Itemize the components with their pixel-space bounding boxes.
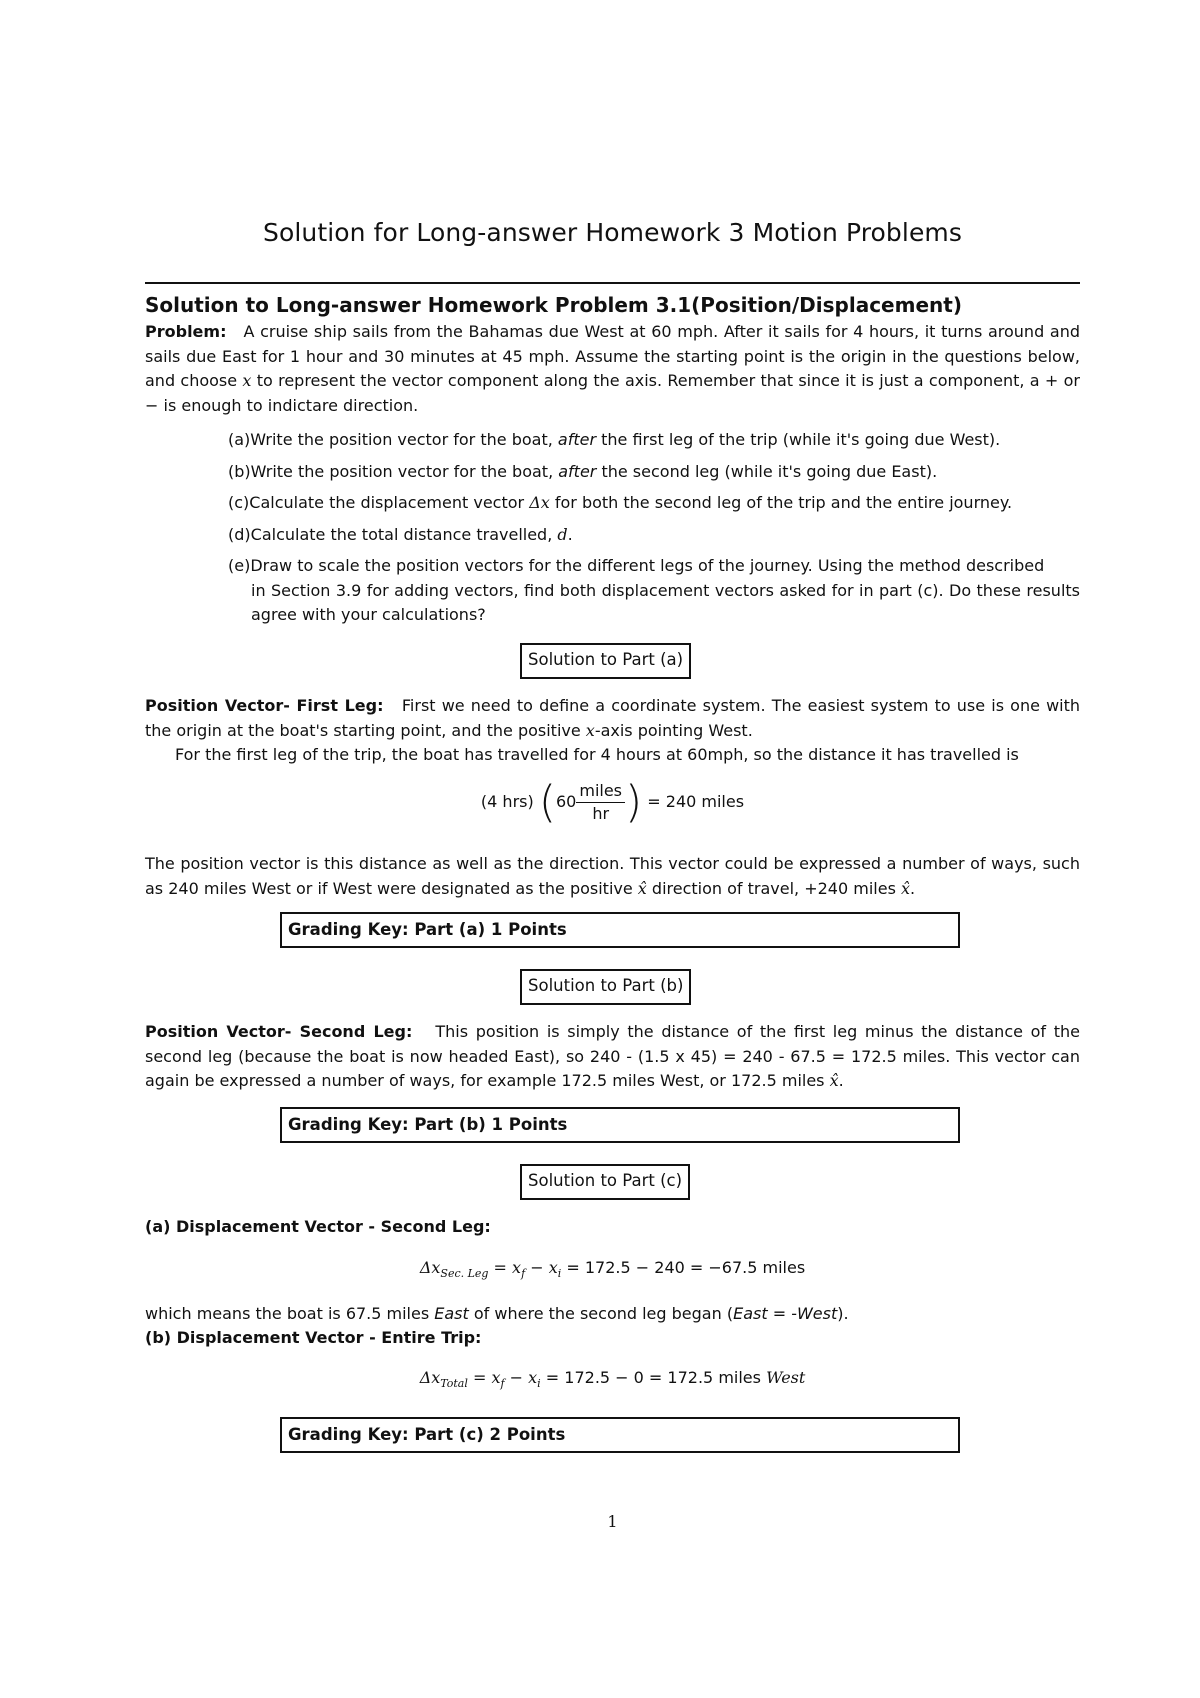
- part-c-text-3: = -: [767, 1304, 797, 1323]
- eq-numerator: miles: [576, 780, 625, 803]
- question-a-post: the first leg of the trip (while it's going due West).: [596, 430, 1001, 449]
- grading-key-b: Grading Key: Part (b) 1 Points: [280, 1107, 960, 1143]
- displacement-equation-2: [145, 1368, 1080, 1390]
- eq-fraction: [576, 780, 625, 825]
- part-a-x: x: [585, 720, 595, 740]
- displacement-equation-1: [145, 1258, 1080, 1280]
- part-b-text-2: .: [838, 1071, 844, 1090]
- part-b-paragraph: [145, 1020, 1080, 1094]
- eq2-west: West: [766, 1368, 806, 1387]
- sub-b-label: [145, 1326, 1080, 1351]
- eq-left: (4 hrs): [480, 792, 534, 811]
- eq-right: = 240 miles: [647, 792, 745, 811]
- problem-text-2: to represent the vector component along the axis. Remember that since it is just a component, a + or − is enough to indictare direction.: [145, 371, 1080, 415]
- eq2-delta: Δx: [419, 1368, 441, 1387]
- eq2-minus: − x: [504, 1368, 538, 1387]
- part-b-text-1: This position is simply the distance of the first leg minus the distance of the second leg (because the boat is now headed East), so 240 - (1.5 x 45) = 240 - 67.5 = 172.5 miles. This vector can again be expressed a number of ways, for example 172.5 miles West, or 172.5 miles: [145, 1022, 1081, 1090]
- question-c-text: (c)Calculate the displacement vector: [228, 493, 530, 512]
- part-c-text-1: which means the boat is 67.5 miles: [145, 1304, 435, 1323]
- eq2-rest: = 172.5 − 0 = 172.5 miles: [540, 1368, 767, 1387]
- document-title: Solution for Long-answer Homework 3 Motion Problems: [262, 218, 963, 247]
- part-c-east-1: East: [434, 1304, 469, 1323]
- part-b-xhat: x̂: [829, 1071, 839, 1090]
- part-a-text-1: First we need to define a coordinate system. The easiest system to use is one with the origin at the boat's starting point, and the positive: [145, 696, 1081, 740]
- part-c-text: [145, 1302, 1080, 1327]
- page-number: 1: [607, 1512, 618, 1531]
- question-b-text: (b)Write the position vector for the boat,: [228, 461, 559, 481]
- part-a-xhat: x̂: [637, 878, 647, 898]
- part-b-label: Position Vector- Second Leg:: [145, 1022, 413, 1041]
- question-d-math: d: [557, 524, 568, 544]
- eq1-mid: = x: [488, 1258, 522, 1277]
- eq2-i: i: [537, 1377, 541, 1390]
- question-d-post: .: [567, 524, 573, 544]
- eq2-mid: = x: [467, 1368, 501, 1387]
- part-a-paragraph-2: [145, 852, 1080, 901]
- part-c-box: Solution to Part (c): [520, 1164, 690, 1200]
- question-c-math: Δx: [529, 493, 550, 512]
- problem-statement: [145, 320, 1080, 418]
- grading-key-a: Grading Key: Part (a) 1 Points: [280, 912, 960, 948]
- part-a-label: Position Vector- First Leg:: [145, 696, 384, 715]
- part-c-west: West: [796, 1304, 838, 1323]
- sub-b-label-text: (b) Displacement Vector - Entire Trip:: [145, 1328, 482, 1347]
- question-b-post: the second leg (while it's going due East).: [596, 461, 938, 481]
- eq-denominator: hr: [592, 804, 610, 823]
- eq1-sub: Sec. Leg: [440, 1267, 489, 1280]
- part-b-box: Solution to Part (b): [520, 969, 691, 1005]
- part-a-text-6: .: [910, 878, 916, 898]
- question-e: [228, 554, 1080, 628]
- problem-label: Problem:: [145, 322, 227, 341]
- eq2-sub: Total: [440, 1377, 468, 1390]
- section-heading: Solution to Long-answer Homework Problem 3.1(Position/Displacement): [145, 293, 962, 317]
- question-c-post: for both the second leg of the trip and the entire journey.: [549, 493, 1013, 512]
- part-c-text-2: of where the second leg began (: [468, 1304, 734, 1323]
- part-a-text-4: The position vector is this distance as well as the direction. This vector could be expressed a number of ways, such as 240 miles West or if West were designated as the positive: [145, 854, 1080, 898]
- part-a-box: Solution to Part (a): [520, 643, 691, 679]
- grading-key-c: Grading Key: Part (c) 2 Points: [280, 1417, 960, 1453]
- paren-close: ): [625, 776, 643, 828]
- title-rule: [145, 282, 1080, 284]
- question-e-cont: in Section 3.9 for adding vectors, find both displacement vectors asked for in part (c). Do these results agree with your calculations?: [251, 580, 1080, 624]
- part-a-text-5: direction of travel, +240 miles: [646, 878, 901, 898]
- question-list: [228, 428, 1080, 635]
- part-a-text-2: -axis pointing West.: [594, 720, 753, 740]
- sub-a-label: [145, 1215, 1080, 1240]
- question-a: [228, 428, 1080, 453]
- part-c-east-2: East: [733, 1304, 768, 1323]
- question-d: [228, 523, 1080, 548]
- part-a-paragraph: [145, 694, 1080, 743]
- eq2-f: f: [500, 1377, 505, 1390]
- eq1-rest: = 172.5 − 240 = −67.5 miles: [561, 1258, 806, 1277]
- question-a-em: after: [557, 430, 597, 449]
- paren-open: (: [538, 776, 556, 828]
- eq1-minus: − x: [525, 1258, 558, 1277]
- eq1-f: f: [521, 1267, 526, 1280]
- question-d-text: (d)Calculate the total distance travelled,: [228, 524, 558, 544]
- problem-text-1: A cruise ship sails from the Bahamas due West at 60 mph. After it sails for 4 hours, it turns around and sails due East for 1 hour and 30 minutes at 45 mph. Assume the starting point is the origin in the questions below, and choose: [145, 322, 1081, 390]
- problem-x: x: [242, 371, 252, 390]
- eq1-delta: Δx: [419, 1258, 441, 1277]
- distance-equation: [145, 776, 1080, 828]
- part-c-text-4: ).: [837, 1304, 849, 1323]
- part-a-line-3: For the first leg of the trip, the boat has travelled for 4 hours at 60mph, so the distance it has travelled is: [175, 745, 1019, 764]
- eq1-i: i: [557, 1267, 562, 1280]
- sub-a-label-text: (a) Displacement Vector - Second Leg:: [145, 1217, 491, 1236]
- question-c: [228, 491, 1080, 516]
- question-a-text: (a)Write the position vector for the boat,: [228, 430, 558, 449]
- question-e-text: (e)Draw to scale the position vectors for the different legs of the journey. Using the method described: [228, 556, 1045, 575]
- question-b: [228, 460, 1080, 485]
- part-a-xhat-2: x̂: [900, 878, 911, 898]
- eq-coef: 60: [556, 792, 577, 811]
- question-b-em: after: [558, 461, 597, 481]
